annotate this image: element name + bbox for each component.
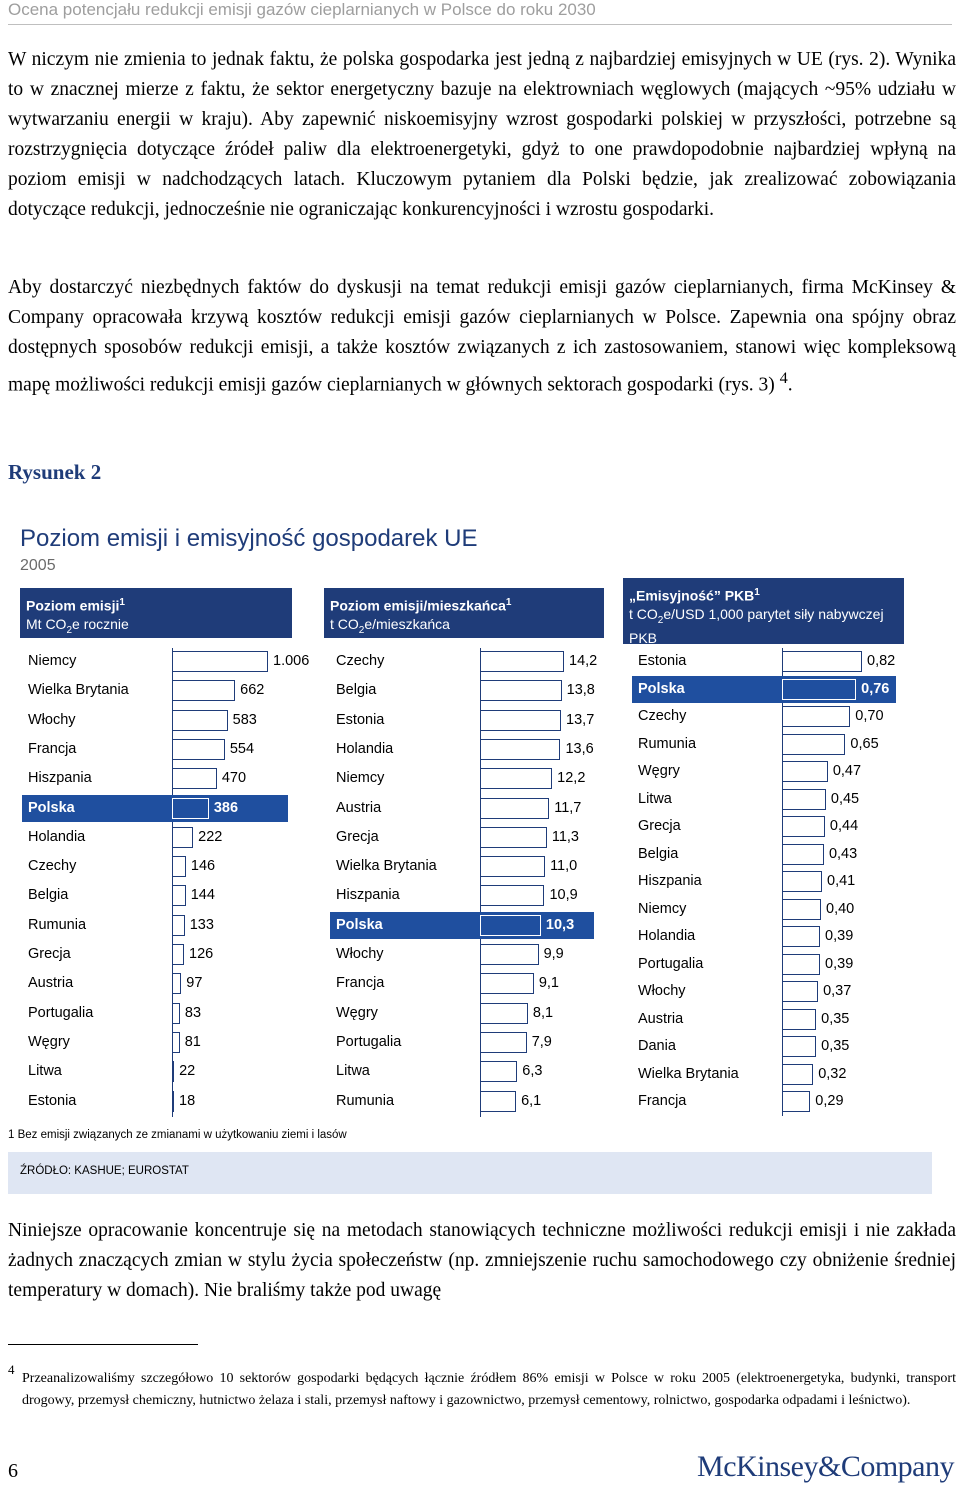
chart-row bbox=[330, 853, 594, 880]
value-label: 6,1 bbox=[521, 1092, 542, 1109]
category-label: Włochy bbox=[638, 983, 686, 999]
value-label: 126 bbox=[189, 946, 214, 962]
chart-row bbox=[632, 648, 896, 675]
value-label: 8,1 bbox=[532, 1004, 554, 1021]
category-label: Hiszpania bbox=[638, 873, 702, 889]
value-label: 7,9 bbox=[531, 1033, 552, 1050]
category-label: Czechy bbox=[638, 708, 687, 724]
category-label: Belgia bbox=[638, 845, 679, 862]
bar bbox=[782, 1091, 810, 1112]
chart-row bbox=[330, 677, 594, 704]
chart-row bbox=[632, 731, 896, 758]
bar bbox=[172, 651, 268, 672]
bar bbox=[480, 768, 552, 789]
bar bbox=[480, 680, 562, 701]
value-label: 583 bbox=[232, 711, 257, 728]
chart-panel-gdp-intensity bbox=[632, 648, 896, 1116]
chart-row bbox=[22, 941, 288, 968]
chart-panel-per-capita bbox=[330, 648, 598, 1117]
chart-row bbox=[632, 1061, 896, 1088]
chart-row bbox=[632, 676, 896, 703]
bar bbox=[172, 710, 228, 731]
chart-row bbox=[330, 970, 594, 997]
chart-row bbox=[632, 1006, 896, 1033]
value-label: 0,29 bbox=[815, 1093, 844, 1109]
category-label: Hiszpania bbox=[28, 770, 92, 787]
chart-row bbox=[632, 868, 896, 895]
bar bbox=[172, 768, 217, 789]
bar bbox=[782, 1009, 816, 1030]
category-label: Holandia bbox=[28, 828, 86, 845]
chart-row bbox=[22, 912, 288, 939]
panel-1-header bbox=[20, 588, 292, 638]
value-label: 0,35 bbox=[821, 1010, 850, 1027]
value-label: 0,70 bbox=[855, 708, 884, 724]
bar bbox=[172, 739, 225, 760]
chart-row bbox=[22, 648, 310, 675]
paragraph-2 bbox=[8, 273, 956, 401]
bar bbox=[172, 885, 186, 906]
chart-row bbox=[330, 824, 594, 851]
bar bbox=[172, 1032, 180, 1053]
category-label: Polska bbox=[638, 680, 685, 697]
value-label: 11,3 bbox=[551, 828, 579, 845]
value-label: 1.006 bbox=[273, 653, 310, 669]
bar bbox=[782, 844, 824, 865]
category-label: Polska bbox=[28, 799, 75, 816]
value-label: 83 bbox=[184, 1004, 202, 1021]
chart-row bbox=[330, 765, 594, 792]
value-label: 133 bbox=[189, 916, 214, 933]
chart-row bbox=[632, 951, 896, 978]
chart-row bbox=[22, 677, 288, 704]
bar bbox=[480, 1091, 516, 1112]
value-label: 10,9 bbox=[549, 887, 578, 904]
category-label: Węgry bbox=[336, 1004, 378, 1021]
bar bbox=[172, 680, 235, 701]
paragraph-1: W niczym nie zmienia to jednak faktu, że polska gospodarka jest jedną z najbardziej emisyjnych w UE (rys. 2). Wynika to w znacznej mierze z faktu, że sektor energetyczny bazuje na elektrowniach węglowych (mających ~95% udziału w wytwarzaniu energii w kraju). Aby zapewnić niskoemisyjny wzrost gospodarki polskiej w przyszłości, potrzebne są rozstrzygnięcia dotyczące źródeł paliw dla elektroenergetyki, gdyż to one prawdopodobnie najbardziej wpłyną na poziom emisji w nadchodzących latach. Kluczowym pytaniem dla Polski będzie, jak zrealizować zobowiązania dotyczące redukcji, jednocześnie nie ograniczając konkurencyjności i wzrostu gospodarki. bbox=[8, 49, 956, 220]
footnote-4-number: 4 bbox=[8, 1362, 15, 1377]
bar bbox=[172, 915, 185, 936]
chart-row bbox=[22, 1000, 288, 1027]
value-label: 0,47 bbox=[832, 763, 862, 779]
bar bbox=[480, 973, 534, 994]
category-label: Hiszpania bbox=[336, 887, 400, 904]
paragraph-2-end: . bbox=[787, 374, 793, 396]
bar bbox=[782, 1064, 813, 1085]
category-label: Wielka Brytania bbox=[28, 682, 129, 699]
value-label: 10,3 bbox=[545, 916, 575, 933]
bar bbox=[172, 944, 184, 965]
category-label: Litwa bbox=[336, 1063, 370, 1080]
chart-row bbox=[22, 795, 288, 822]
chart-row bbox=[22, 736, 288, 763]
value-label: 6,3 bbox=[522, 1063, 543, 1080]
footnote-ref-4[interactable]: 4 bbox=[779, 369, 788, 387]
bar bbox=[782, 651, 862, 672]
category-label: Rumunia bbox=[28, 916, 87, 933]
paragraph-2-text: Aby dostarczyć niezbędnych faktów do dyskusji na temat redukcji emisji gazów cieplarnianych, firma McKinsey & Company opracowała krzywą kosztów redukcji emisji gazów cieplarnianych w Polsce. Zapewnia ona spójny obraz dostępnych sposobów redukcji emisji, a także kosztów związanych z ich zastosowaniem, stanowi więc kompleksową mapę możliwości redukcji emisji gazów cieplarnianych w głównych sektorach gospodarki (rys. 3) bbox=[8, 277, 956, 396]
chart-row bbox=[22, 707, 288, 734]
bar bbox=[480, 1032, 527, 1053]
category-label: Grecja bbox=[336, 828, 379, 845]
value-label: 18 bbox=[179, 1092, 196, 1109]
chart-row bbox=[632, 896, 896, 923]
value-label: 146 bbox=[190, 858, 216, 875]
value-label: 13,7 bbox=[566, 711, 595, 728]
chart-row bbox=[632, 978, 896, 1005]
bar bbox=[480, 798, 549, 819]
chart-row bbox=[632, 786, 896, 813]
page-number: 6 bbox=[8, 1460, 18, 1482]
chart-row bbox=[22, 970, 288, 997]
category-label: Litwa bbox=[638, 790, 672, 807]
value-label: 13,6 bbox=[565, 740, 594, 757]
panel-3-title: „Emisyjność” PKB$^1$ bbox=[629, 587, 760, 604]
value-label: 0,39 bbox=[825, 928, 854, 944]
bar bbox=[782, 789, 826, 810]
bar bbox=[172, 1003, 180, 1024]
category-label: Belgia bbox=[336, 682, 377, 699]
chart-row bbox=[632, 758, 896, 785]
category-label: Holandia bbox=[638, 928, 696, 944]
bar bbox=[480, 885, 544, 906]
value-label: 11,0 bbox=[550, 858, 578, 875]
value-label: 97 bbox=[186, 975, 203, 992]
value-label: 12,2 bbox=[557, 770, 586, 787]
value-label: 14,2 bbox=[569, 653, 598, 669]
bar bbox=[480, 827, 547, 848]
bar bbox=[782, 679, 856, 700]
value-label: 22 bbox=[179, 1063, 196, 1080]
value-label: 81 bbox=[184, 1033, 201, 1050]
chart-row bbox=[330, 941, 594, 968]
chart-row bbox=[22, 853, 288, 880]
category-label: Francja bbox=[28, 740, 77, 757]
figure-label: Rysunek 2 bbox=[8, 460, 102, 484]
figure-title: Poziom emisji i emisyjność gospodarek UE bbox=[20, 525, 478, 552]
category-label: Portugalia bbox=[638, 955, 704, 972]
chart-row bbox=[632, 813, 896, 840]
value-label: 222 bbox=[198, 828, 223, 845]
bar bbox=[782, 706, 850, 727]
panel-2-title: Poziom emisji/mieszkańca$^1$ bbox=[330, 597, 512, 614]
category-label: Portugalia bbox=[28, 1004, 94, 1021]
category-label: Estonia bbox=[336, 711, 385, 728]
bar bbox=[172, 1091, 174, 1112]
bar bbox=[782, 926, 820, 947]
category-label: Austria bbox=[336, 799, 382, 816]
bar bbox=[782, 899, 821, 920]
value-label: 386 bbox=[213, 799, 239, 816]
bar bbox=[480, 651, 564, 672]
category-label: Rumunia bbox=[638, 735, 697, 752]
value-label: 0,41 bbox=[827, 873, 856, 889]
category-label: Estonia bbox=[638, 653, 687, 669]
category-label: Portugalia bbox=[336, 1033, 402, 1050]
chart-row bbox=[330, 795, 594, 822]
value-label: 11,7 bbox=[554, 799, 582, 816]
bar bbox=[172, 827, 193, 848]
chart-row bbox=[330, 1058, 594, 1085]
value-label: 0,35 bbox=[821, 1038, 850, 1054]
running-title: Ocena potencjału redukcji emisji gazów cieplarnianych w Polsce do roku 2030 bbox=[8, 0, 596, 19]
category-label: Czechy bbox=[28, 858, 77, 875]
paragraph-3: Niniejsze opracowanie koncentruje się na metodach stanowiących techniczne możliwości redukcji emisji i nie zakłada żadnych znaczących zmian w stylu życia społeczeństw (np. zmniejszenie ruchu samochodowego czy obniżenie średniej temperatury w domach). Nie braliśmy także pod uwagę bbox=[8, 1220, 956, 1301]
category-label: Węgry bbox=[638, 763, 680, 779]
panel-1-title: Poziom emisji$^1$ bbox=[26, 597, 125, 614]
value-label: 9,9 bbox=[543, 946, 564, 962]
value-label: 0,40 bbox=[826, 900, 855, 917]
bar bbox=[782, 981, 818, 1002]
bar bbox=[480, 1061, 517, 1082]
bar bbox=[782, 1036, 816, 1057]
category-label: Węgry bbox=[28, 1033, 70, 1050]
category-label: Austria bbox=[28, 975, 74, 992]
chart-row bbox=[22, 765, 288, 792]
panel-3-header bbox=[623, 578, 904, 647]
category-label: Rumunia bbox=[336, 1092, 395, 1109]
value-label: 0,65 bbox=[850, 735, 879, 752]
figure-source bbox=[8, 1152, 932, 1194]
category-label: Niemcy bbox=[638, 900, 687, 917]
chart-row bbox=[22, 1029, 288, 1056]
category-label: Wielka Brytania bbox=[638, 1065, 739, 1082]
chart-row bbox=[632, 703, 896, 730]
bar bbox=[480, 710, 561, 731]
figure-year: 2005 bbox=[20, 557, 56, 574]
value-label: 0,43 bbox=[828, 845, 858, 862]
chart-row bbox=[22, 1058, 288, 1085]
category-label: Niemcy bbox=[28, 653, 77, 669]
chart-row bbox=[22, 1088, 288, 1115]
category-label: Austria bbox=[638, 1010, 684, 1027]
chart-row bbox=[330, 912, 594, 939]
value-label: 0,44 bbox=[829, 818, 859, 834]
category-label: Dania bbox=[638, 1038, 676, 1054]
bar bbox=[172, 798, 209, 819]
chart-row bbox=[330, 882, 594, 909]
panel-1-unit: Mt $CO_2e$ rocznie bbox=[26, 615, 129, 636]
source-text: ŹRÓDŁO: KASHUE; EUROSTAT bbox=[20, 1165, 189, 1177]
bar bbox=[480, 915, 541, 936]
footnote-divider bbox=[8, 1344, 198, 1345]
category-label: Wielka Brytania bbox=[336, 858, 437, 875]
bar bbox=[172, 856, 186, 877]
bar bbox=[782, 954, 820, 975]
chart-row bbox=[632, 923, 896, 950]
chart-row bbox=[330, 648, 598, 675]
chart-row bbox=[330, 707, 594, 734]
panel-3-unit: t $CO_2e$/USD 1,000 parytet siły nabywczej PKB bbox=[629, 605, 884, 647]
value-label: 0,45 bbox=[830, 790, 860, 807]
bar bbox=[782, 761, 828, 782]
value-label: 0,39 bbox=[825, 955, 854, 972]
category-label: Grecja bbox=[28, 946, 71, 962]
value-label: 0,32 bbox=[818, 1065, 847, 1082]
bar bbox=[480, 1003, 528, 1024]
category-label: Estonia bbox=[28, 1092, 77, 1109]
category-label: Francja bbox=[638, 1093, 687, 1109]
category-label: Włochy bbox=[336, 946, 384, 962]
mckinsey-logo: McKinsey&Company bbox=[697, 1450, 954, 1483]
panel-2-unit: t $CO_2e$/mieszkańca bbox=[330, 615, 450, 636]
category-label: Niemcy bbox=[336, 770, 385, 787]
value-label: 662 bbox=[240, 682, 265, 699]
value-label: 554 bbox=[229, 740, 255, 757]
value-label: 13,8 bbox=[566, 682, 595, 699]
chart-row bbox=[632, 1088, 896, 1115]
chart-row bbox=[22, 882, 288, 909]
bar bbox=[480, 944, 539, 965]
chart-row bbox=[330, 1000, 594, 1027]
category-label: Włochy bbox=[28, 711, 76, 728]
category-label: Polska bbox=[336, 916, 383, 933]
category-label: Litwa bbox=[28, 1063, 62, 1080]
chart-row bbox=[22, 824, 288, 851]
category-label: Holandia bbox=[336, 740, 394, 757]
bar bbox=[172, 1061, 174, 1082]
footnote-4-text: Przeanalizowaliśmy szczegółowo 10 sektorów gospodarki będących łącznie źródłem 86% emisji w Polsce w roku 2005 (elektroenergetyka, budynki, transport drogowy, przemysł chemiczny, hutnictwo żelaza i stali, przemysł naftowy i gazownictwo, przemysł cementowy, rolnictwo, gospodarka odpadami i leśnictwo). bbox=[22, 1371, 956, 1408]
category-label: Czechy bbox=[336, 653, 385, 669]
value-label: 0,76 bbox=[861, 680, 890, 697]
chart-row bbox=[330, 1029, 594, 1056]
category-label: Grecja bbox=[638, 818, 681, 834]
category-label: Francja bbox=[336, 975, 385, 992]
running-header bbox=[8, 0, 952, 25]
value-label: 144 bbox=[190, 887, 215, 904]
bar bbox=[782, 816, 825, 837]
bar bbox=[480, 739, 560, 760]
figure-footnote: 1 Bez emisji związanych ze zmianami w użytkowaniu ziemi i lasów bbox=[8, 1129, 347, 1141]
value-label: 9,1 bbox=[538, 975, 559, 992]
bar bbox=[782, 871, 822, 892]
bar bbox=[782, 734, 845, 755]
value-label: 470 bbox=[221, 770, 247, 787]
value-label: 0,82 bbox=[867, 653, 896, 669]
bar bbox=[480, 856, 545, 877]
chart-row bbox=[632, 841, 896, 868]
category-label: Belgia bbox=[28, 887, 69, 904]
panel-2-header bbox=[324, 588, 604, 638]
chart-row bbox=[330, 1088, 594, 1115]
bar bbox=[172, 973, 181, 994]
chart-row bbox=[330, 736, 594, 763]
chart-row bbox=[632, 1033, 896, 1060]
value-label: 0,37 bbox=[823, 983, 852, 999]
chart-panel-emissions bbox=[22, 648, 310, 1117]
